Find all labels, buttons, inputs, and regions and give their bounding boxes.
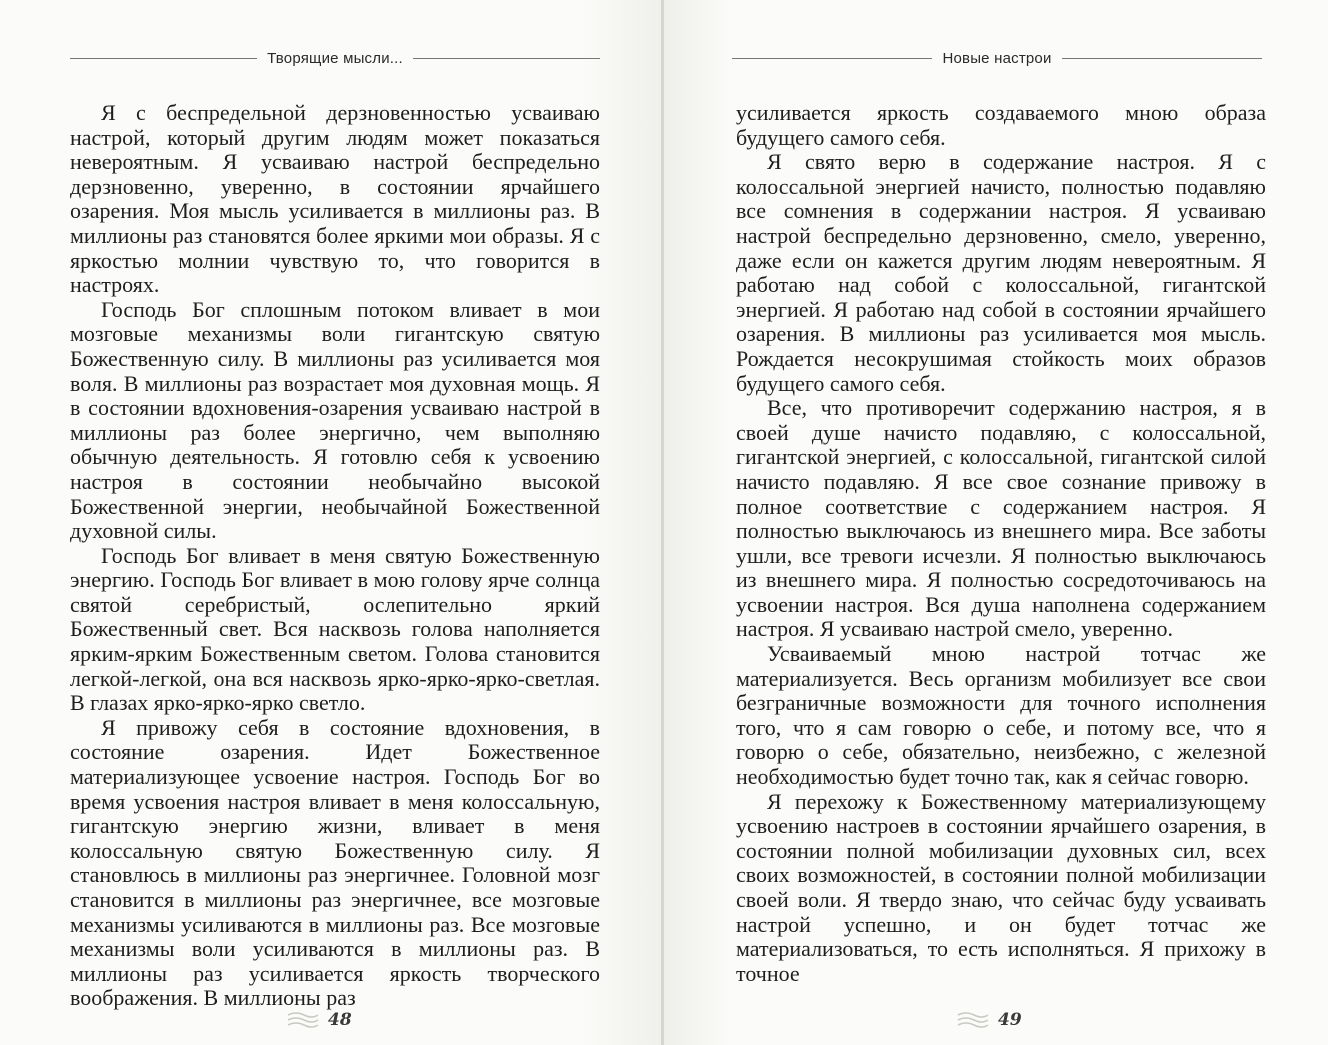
body-text: [70, 101, 600, 1011]
header-rule: [70, 58, 257, 59]
running-head: [70, 46, 600, 70]
paragraph: Усваиваемый мною настрой тотчас же материализуется. Весь организм мобилизует все свои безграничные возможности для точного исполнения того, что я сам говорю о себе, и потому все, что я говорю о себе, обязательно, неизбежно, с железной необходимостью будет точно так, как я сейчас говорю.: [736, 641, 1266, 790]
page-number: 48: [328, 1010, 352, 1030]
header-rule: [413, 58, 600, 59]
running-head-title: Творящие мысли...: [267, 49, 403, 67]
paragraph: Я свято верю в содержание настроя. Я с колоссальной энергией начисто, полностью подавляю все сомнения в содержании настроя. Я усваиваю настрой беспредельно дерзновенно, смело, уверенно, даже если он кажется другим людям невероятным. Я работаю над собой с колоссальной, гигантской энергией. Я работаю над собой в состоянии ярчайшего озарения. В миллионы раз усиливается моя мысль. Рождается несокрушимая стойкость моих образов будущего самого себя.: [736, 149, 1266, 396]
header-rule: [1062, 58, 1262, 59]
paragraph: Я привожу себя в состояние вдохновения, в состояние озарения. Идет Божественное материализующее усвоение настроя. Господь Бог во время усвоения настроя вливает в меня колоссальную, гигантскую энергию жизни, вливает в меня колоссальную святую Божественную силу. Я становлюсь в миллионы раз энергичнее. Головной мозг становится в миллионы раз энергичнее, все мозговые механизмы усиливаются в миллионы раз. Все мозговые механизмы воли усиливаются в миллионы раз. В миллионы раз усиливается яркость творческого воображения. В миллионы раз: [70, 714, 600, 1011]
paragraph: Господь Бог вливает в меня святую Божественную энергию. Господь Бог вливает в мою голову ярче солнца святой серебристый, ослепительно яркий Божественный свет. Вся насквозь голова наполняется ярким-ярким Божественным светом. Голова становится легкой-легкой, она вся насквозь ярко-ярко-ярко-светлая. В глазах ярко-ярко-ярко светло.: [70, 542, 600, 716]
left-page: [0, 0, 662, 1045]
running-head: [732, 46, 1262, 70]
continued-paragraph: усиливается яркость создаваемого мною образа будущего самого себя.: [736, 100, 1266, 150]
paragraph: Все, что противоречит содержанию настроя, я в своей душе начисто подавляю, с колоссальной, гигантской энергией, с колоссальной, гигантской силой начисто подавляю. Я все свое сознание привожу в полное соответствие с содержанием настроя. Я полностью выключаюсь из внешнего мира. Все заботы ушли, все тревоги исчезли. Я полностью выключаюсь из внешнего мира. Я полностью сосредоточиваюсь на усвоении настроя. Вся душа наполнена содержанием настроя. Я усваиваю настрой смело, уверенно.: [736, 395, 1266, 642]
wave-ornament-icon: [956, 1010, 990, 1030]
paragraph: Я перехожу к Божественному материализующему усвоению настроев в состоянии ярчайшего озарения, в состоянии полной мобилизации духовных сил, всех своих возможностей, в состоянии полной мобилизации своей воли. Я твердо знаю, что сейчас буду усваивать настрой успешно, и он будет тотчас же материализоваться, то есть исполняться. Я прихожу в точное: [736, 788, 1266, 986]
wave-ornament-icon: [286, 1010, 320, 1030]
header-rule: [732, 58, 932, 59]
body-text: [736, 101, 1266, 986]
paragraph: Господь Бог сплошным потоком вливает в мои мозговые механизмы воли гигантскую святую Божественную силу. В миллионы раз усиливается моя воля. В миллионы раз возрастает моя духовная мощь. Я в состоянии вдохновения-озарения усваиваю настрой в миллионы раз более энергично, чем выполняю обычную деятельность. Я готовлю себя к усвоению настроя в состоянии необычайно высокой Божественной энергии, необычайной Божественной духовной силы.: [70, 296, 600, 544]
page-number-block: [286, 1005, 352, 1035]
running-head-title: Новые настрои: [942, 49, 1052, 67]
page-number: 49: [998, 1010, 1022, 1030]
right-page: [664, 0, 1328, 1045]
page-number-block: [956, 1005, 1022, 1035]
paragraph: Я с беспредельной дерзновенностью усваиваю настрой, который другим людям может показаться невероятным. Я усваиваю настрой беспредельно дерзновенно, уверенно, в состоянии ярчайшего озарения. Моя мысль усиливается в миллионы раз. В миллионы раз становятся более яркими мои образы. Я с яркостью молнии чувствую то, что говорится в настроях.: [70, 100, 600, 298]
